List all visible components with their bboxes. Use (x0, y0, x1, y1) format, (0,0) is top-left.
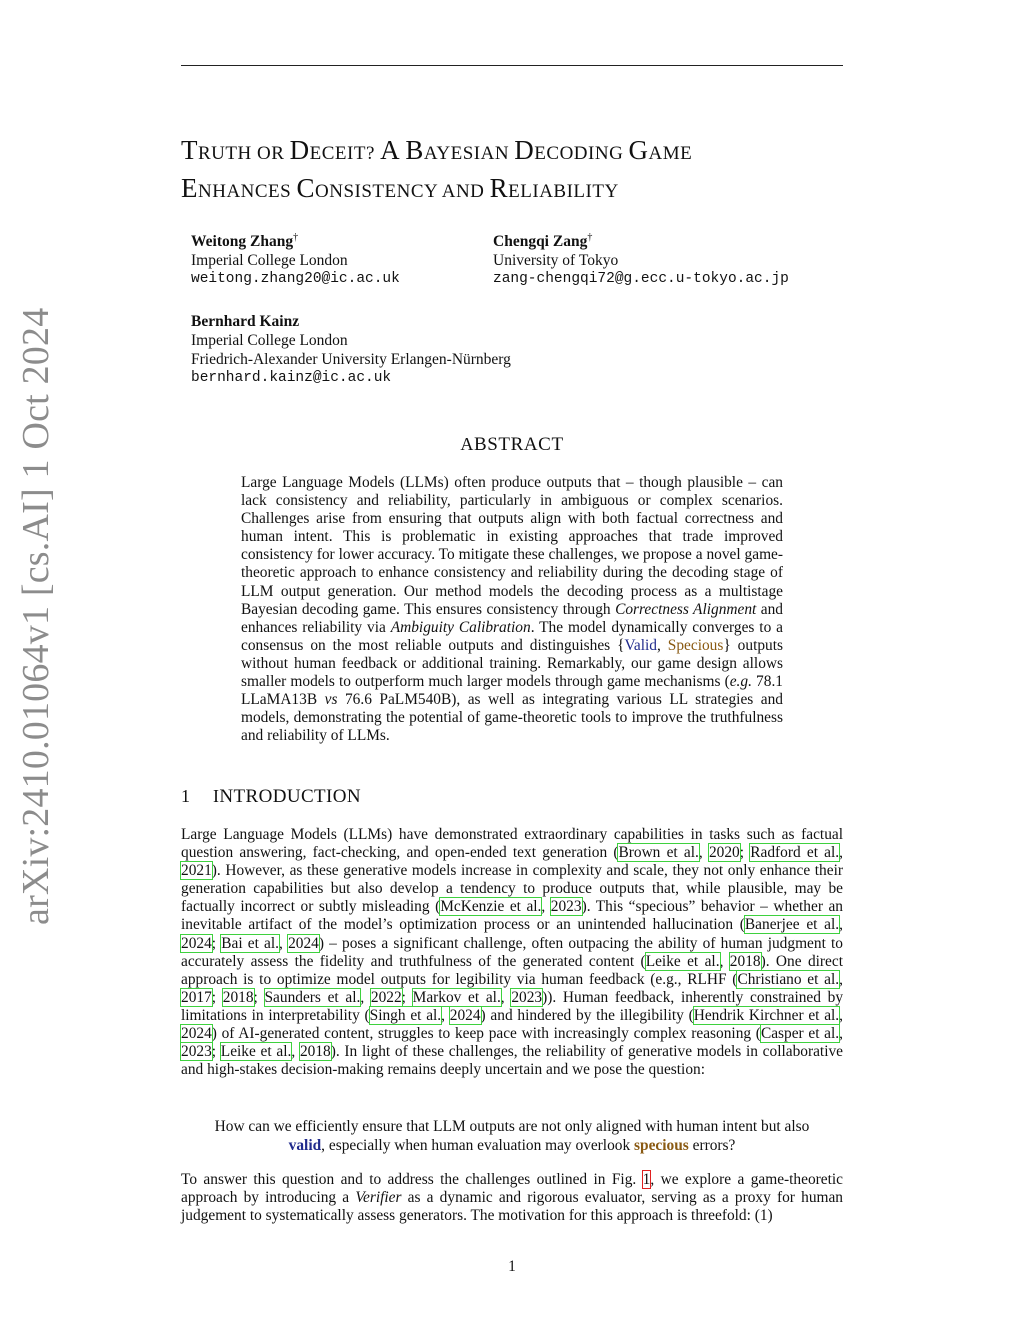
body-text: ). One direct approach is to optimize model outputs for legibility via human feedback (e.g., RLHF ( (181, 952, 843, 988)
question-text: , especially when human evaluation may overlook (321, 1136, 635, 1154)
specious-label: Specious (667, 636, 724, 654)
author-name: Bernhard Kainz (191, 313, 300, 330)
body-text: ) and hindered by the illegibility ( (480, 1006, 694, 1024)
section-title-cap: I (213, 786, 220, 806)
abstract-emphasis: Ambiguity Calibration (390, 618, 531, 636)
title-small-caps: AME (648, 143, 693, 164)
citation-link[interactable]: 2024 (181, 1025, 212, 1043)
section-title-rest: NTRODUCTION (219, 786, 362, 807)
citation-link[interactable]: 2024 (449, 1006, 481, 1024)
title-capital-letter: A (380, 135, 401, 165)
citation-link[interactable]: Leike et al. (645, 952, 720, 970)
author-block-2 (493, 228, 789, 289)
title-capital-letter: E (181, 173, 198, 203)
citation-link[interactable]: McKenzie et al. (440, 898, 542, 916)
body-text: ). In light of these challenges, the reliability of generative models in collaborative and high-stakes decision-making remains deeply uncertain and we pose the question: (181, 1043, 844, 1079)
title-capital-letter: G (628, 135, 649, 165)
author-email[interactable]: weitong.zhang20@ic.ac.uk (191, 271, 400, 288)
citation-link[interactable]: 2024 (288, 934, 319, 952)
author-mark: † (587, 232, 593, 243)
title-small-caps: NHANCES (198, 181, 297, 202)
citation-link[interactable]: 2024 (181, 934, 212, 952)
citation-link[interactable]: Leike et al. (220, 1043, 292, 1061)
citation-link[interactable]: Christiano et al. (737, 970, 840, 988)
section-heading (181, 786, 361, 808)
citation-link[interactable]: Singh et al. (369, 1006, 442, 1024)
body-text: as a dynamic and rigorous evaluator, serving as a proxy for human judgement to systematically assess generators. The motivation for this approach is threefold: (1) (181, 1189, 844, 1225)
title-small-caps: RUTH OR (198, 143, 290, 164)
title-small-caps: ECEIT? (309, 143, 381, 164)
section-number: 1 (181, 786, 191, 806)
abstract-heading-rest: BSTRACT (473, 434, 564, 455)
body-text: To answer this question and to address the challenges outlined in Fig. (181, 1171, 643, 1188)
title-capital-letter: T (181, 135, 198, 165)
author-block-3 (191, 312, 511, 388)
title-capital-letter: C (296, 173, 315, 203)
author-name: Weitong Zhang (191, 233, 294, 251)
citation-link[interactable]: 2018 (729, 952, 761, 970)
valid-keyword: valid (288, 1136, 322, 1154)
citation-link[interactable]: Bai et al. (221, 934, 280, 952)
citation-link[interactable]: 2018 (222, 988, 254, 1006)
title-small-caps: AYESIAN (423, 143, 515, 164)
title-capital-letter: D (514, 135, 535, 165)
title-line-2 (181, 171, 851, 209)
abstract-text: 78.1 LLaMA13B (241, 673, 783, 709)
citation-link[interactable]: Brown et al. (618, 844, 699, 862)
abstract-emphasis: vs (324, 691, 338, 709)
abstract-emphasis: e.g. (729, 673, 752, 691)
body-text: , we explore a game-theoretic approach by introducing a (181, 1171, 843, 1207)
abstract-text: Large Language Models (LLMs) often produce outputs that – though plausible – can lack consistency and reliability, particularly in ambiguous or complex scenarios. Challenges arise from ensuring that outputs align with both factual correctness and human intent. This is problematic in existing approaches that trade improved consistency for lower accuracy. To mitigate these challenges, we propose a novel game-theoretic approach to enhance consistency and reliability during the decoding stage of LLM output generation. Our method models the decoding process as a multistage Bayesian decoding game. This ensures consistency through (241, 474, 783, 618)
citation-link[interactable]: Markov et al. (412, 988, 501, 1006)
citation-link[interactable]: 2021 (181, 862, 212, 880)
abstract-text: . The model dynamically converges to a consensus on the most reliable outputs and distinguishes { (241, 618, 783, 654)
citation-link[interactable]: Casper et al. (760, 1025, 840, 1043)
body-text: ) of AI-generated content, struggles to keep pace with increasingly complex reasoning ( (211, 1025, 761, 1043)
citation-link[interactable]: 2018 (299, 1043, 331, 1061)
citation-link[interactable]: Hendrik Kirchner et al. (693, 1006, 840, 1024)
citation-link[interactable]: 2023 (511, 988, 543, 1006)
question-line-2 (181, 1137, 843, 1156)
abstract-emphasis: Correctness Alignment (615, 600, 757, 618)
title-small-caps: ECODING (534, 143, 629, 164)
citation-link[interactable]: 2020 (708, 844, 740, 862)
citation-link[interactable]: 2022 (370, 988, 402, 1006)
abstract-body (241, 474, 783, 745)
author-affiliation: Imperial College London (191, 332, 348, 349)
body-text: ). However, as these generative models increase in complexity and scale, they not only enhance their generation capabilities but also develop a tendency to produce outputs that, while plausible, may be factually incorrect or subtly misleading ( (181, 862, 843, 916)
valid-label: Valid (624, 636, 657, 654)
body-text: Large Language Models (LLMs) have demonstrated extraordinary capabilities in tasks such as factual question answering, fact-checking, and open-ended text generation ( (181, 826, 843, 862)
title-line-1 (181, 133, 851, 171)
abstract-heading-cap: A (460, 434, 474, 454)
title-small-caps: ONSISTENCY AND (315, 181, 490, 202)
citation-link[interactable]: 2017 (181, 988, 212, 1006)
citation-link[interactable]: 2023 (181, 1043, 212, 1061)
page-number: 1 (508, 1258, 516, 1275)
author-affiliation: Imperial College London (191, 252, 348, 270)
body-text: )). Human feedback, inherently constrained by limitations in interpretability ( (181, 988, 844, 1024)
abstract-text: and enhances reliability via (241, 600, 783, 636)
introduction-paragraph: Large Language Models (LLMs) have demonstrated extraordinary capabilities in tasks such as factual question answering, fact-checking, and open-ended text generation (Brown et al., 2020; Radford et al., 2021). However, as these generative models increase in complexity and scale, they not only enhance their generation capabilities but also develop a tendency to produce outputs that, while plausible, may be factually incorrect or subtly misleading (McKenzie et al., 2023). This “specious” behavior – whether an inevitable artifact of the model’s optimization process or an unintended hallucination (Banerjee et al., 2024; Bai et al., 2024) – poses a significant challenge, often outpacing the ability of human judgment to accurately assess the fidelity and truthfulness of the generated content (Leike et al., 2018). One direct approach is to optimize model outputs for legibility via human feedback (e.g., RLHF (Christiano et al., 2017; 2018; Saunders et al., 2022; Markov et al., 2023)). Human feedback, inherently constrained by limitations in interpretability (Singh et al., 2024) and hindered by the illegibility (Hendrik Kirchner et al., 2024) of AI-generated content, struggles to keep pace with increasingly complex reasoning (Casper et al., 2023; Leike et al., 2018). In light of these challenges, the reliability of generative models in collaborative and high-stakes decision-making remains deeply uncertain and we pose the question: (181, 826, 844, 1079)
title-capital-letter: R (489, 173, 509, 203)
author-block-1 (191, 228, 400, 289)
title-capital-letter: B (405, 135, 424, 165)
answer-paragraph (181, 1171, 843, 1225)
header-rule (181, 65, 843, 66)
author-name: Chengqi Zang (493, 233, 588, 251)
citation-link[interactable]: Banerjee et al. (744, 916, 840, 934)
abstract-text: } outputs without human feedback or additional training. Remarkably, our game design allows smaller models to outperform much larger models through game mechanisms ( (241, 636, 784, 691)
specious-keyword: specious (634, 1136, 689, 1154)
author-affiliation: Friedrich-Alexander University Erlangen-Nürnberg (191, 351, 511, 368)
abstract-heading (181, 434, 843, 456)
abstract-text: , (656, 636, 668, 654)
verifier-term: Verifier (355, 1189, 402, 1207)
question-line-1: How can we efficiently ensure that LLM outputs are not only aligned with human intent but also (214, 1118, 810, 1135)
citation-link[interactable]: Radford et al. (750, 844, 840, 862)
title-small-caps: ELIABILITY (508, 181, 619, 202)
arxiv-identifier-stamp[interactable]: arXiv:2410.01064v1 [cs.AI] 1 Oct 2024 (15, 307, 57, 925)
author-email[interactable]: bernhard.kainz@ic.ac.uk (191, 370, 392, 386)
question-text: errors? (688, 1136, 736, 1154)
body-text: ). This “specious” behavior – whether an inevitable artifact of the model’s optimization process or an unintended hallucination ( (181, 898, 844, 934)
research-question (181, 1118, 843, 1155)
paper-title (181, 133, 851, 209)
citation-link[interactable]: Saunders et al. (264, 988, 361, 1006)
author-email[interactable]: zang-chengqi72@g.ecc.u-tokyo.ac.jp (493, 271, 789, 288)
abstract-text: 76.6 PaLM540B), as well as integrating various LL strategies and models, demonstrating the potential of game-theoretic tools to improve the truthfulness and reliability of LLMs. (241, 691, 784, 745)
author-mark: † (293, 232, 299, 243)
citation-link[interactable]: 2023 (550, 898, 582, 916)
figure-reference-link[interactable]: 1 (642, 1171, 651, 1188)
title-capital-letter: D (289, 135, 310, 165)
author-affiliation: University of Tokyo (493, 252, 619, 270)
body-text: ) – poses a significant challenge, often outpacing the ability of human judgment to accurately assess the fidelity and truthfulness of the generated content ( (181, 934, 843, 970)
